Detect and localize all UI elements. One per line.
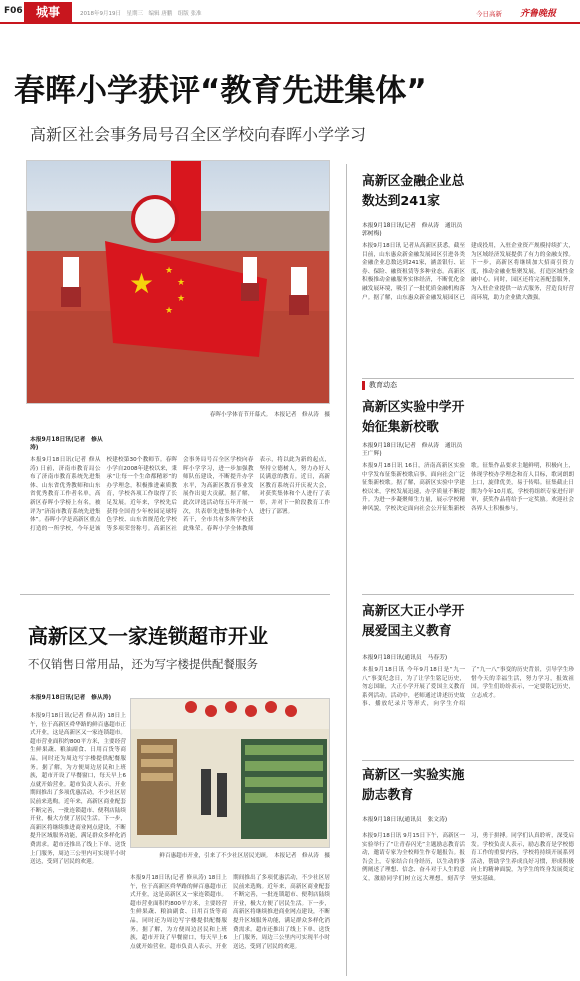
dateline: 2018年9月19日 星期三 编辑 唐鹏 组版 张准 [80, 11, 202, 17]
svg-text:★: ★ [165, 306, 174, 316]
right-3-headline: 高新区大正小学开展爱国主义教育 [362, 604, 465, 639]
section-label: 城事 [35, 5, 60, 19]
story2-body-left: 本报9月18日讯(记者 修从涛) 18日上午，位于高新区舜华路的鲜百惠超市正式开业，这是高新区又一家连锁超市。超市营业面积约800平方米，主要经营生鲜果蔬、粮油副食、日用百货等商品，同时还为周边写字楼提供配餐服务。据了解，为方便周边居民和上班族，超市开设了早餐窗口，每天早上6点就开始营业。超市负责人表示，开业期间推出了多项优惠活动，不少社区居民前来选购。近年来，高新区商业配套不断完善，一批连锁超市、便利店陆续开业，极大方便了居民生活。下一步，高新区将继续推进商业网点建设，不断提升区域服务功能，满足群众多样化消费需求。超市还推出了线上下单、送货上门服务，周边三公里内可实现半小时送达，受到了居民的欢迎。 [30, 713, 126, 866]
right-2-byline: 本报9月18日讯(记者 修从涛 通讯员 王广辉) [362, 443, 469, 457]
lead-subheadline: 高新区社会事务局号召全区学校向春晖小学学习 [30, 125, 367, 144]
right-2-body: 本报9月18日讯 16日，济南高新区实验中学发布征集新校歌启事，面向社会广泛征集新校歌。据了解，高新区实验中学建校以来，学校发展迅速，办学质量不断提升。为进一步凝聚师生力量，展示学校精神风貌，学校决定面向社会公开征集新校歌。征集作品要求主题鲜明，积极向上，体现学校办学理念和育人目标，歌词朗朗上口，旋律优美，易于传唱。征集截止日期为今年10月底，学校将组织专家进行评审，获奖作品将给予一定奖励。欢迎社会各界人士积极参与。 [362, 463, 574, 512]
story2-headline: 高新区又一家连锁超市开业 [28, 624, 268, 648]
section-tab [24, 2, 72, 22]
lead-photo [26, 160, 330, 404]
svg-text:★: ★ [165, 266, 174, 276]
right-4-headline: 高新区一实验实施励志教育 [362, 768, 465, 803]
story2-subheadline: 不仅销售日常用品，还为写字楼提供配餐服务 [28, 657, 258, 671]
right-2-kicker: 教育动态 [362, 381, 397, 390]
page-number: F06 [4, 6, 23, 16]
right-4-body: 本报9月18日讯 9月15日下午，高新区一实验举行了“让青春闪光”主题励志教育活动，邀请专家为全校师生作专题报告。报告会上，专家结合自身经历，以生动的事例阐述了理想、信念、奋斗对于人生的意义，激励同学们树立远大理想，刻苦学习，勇于拼搏。同学们认真聆听，深受启发。学校负责人表示，励志教育是学校德育工作的重要内容，学校将持续开展系列活动，帮助学生养成良好习惯，形成积极向上的精神面貌，为学生的终身发展奠定坚实基础。 [362, 833, 574, 882]
right-3-body: 本报9月18日讯 今年9月18日是“九一八”事变纪念日，为了让学生铭记历史，勿忘国耻，大正小学开展了爱国主义教育系列活动。活动中，老师通过讲述历史故事、播放纪录片等形式，向学生介绍了“九一八”事变的历史背景，引导学生珍惜今天的幸福生活，努力学习，报效祖国。学生们纷纷表示，一定要铭记历史，立志成才。 [362, 667, 574, 708]
column-divider [346, 164, 347, 976]
svg-text:★: ★ [177, 294, 186, 304]
lead-headline: 春晖小学获评“教育先进集体” [14, 73, 427, 109]
lead-photo-scene [27, 161, 330, 404]
divider [362, 378, 574, 379]
page-header [0, 0, 580, 24]
svg-text:★: ★ [177, 278, 186, 288]
right-4-byline: 本报9月18日讯(通讯员 张文涛) [362, 817, 448, 823]
header-top-right: 今日高新 [476, 10, 502, 18]
svg-text:★: ★ [129, 267, 155, 300]
right-1-headline: 高新区金融企业总数达到241家 [362, 174, 465, 209]
brand-logo: 齐鲁晚报 [520, 9, 557, 19]
story2-byline: 本报9月18日讯(记者 修从涛) [30, 695, 112, 701]
divider [362, 760, 574, 761]
story2-photo-scene [131, 699, 330, 848]
story2-body-right: 本报9月18日讯(记者 修从涛) 18日上午，位于高新区舜华路的鲜百惠超市正式开业，这是高新区又一家连锁超市。超市营业面积约800平方米，主要经营生鲜果蔬、粮油副食、日用百货等商品，同时还为周边写字楼提供配餐服务。据了解，为方便周边居民和上班族，超市开设了早餐窗口，每天早上6点就开始营业。超市负责人表示，开业期间推出了多项优惠活动，不少社区居民前来选购。近年来，高新区商业配套不断完善，一批连锁超市、便利店陆续开业，极大方便了居民生活。下一步，高新区将继续推进商业网点建设，不断提升区域服务功能，满足群众多样化消费需求。超市还推出了线上下单、送货上门服务，周边三公里内可实现半小时送达，受到了居民的欢迎。 [130, 875, 330, 950]
story2-photo-caption: 鲜百惠超市开业，引来了不少社区居民光顾。 本报记者 修从涛 摄 [159, 853, 330, 859]
right-2-headline: 高新区实验中学开始征集新校歌 [362, 400, 465, 435]
right-1-byline: 本报9月18日讯(记者 修从涛 通讯员 郭树梅) [362, 223, 469, 237]
story2-photo [130, 698, 330, 848]
right-1-body: 本报9月18日讯 记者从高新区获悉，截至目前，山东惠众新金融发展园区引进各类金融企业总数达到241家，涵盖银行、证券、保险、融资租赁等多种业态。高新区积极推动金融服务实体经济，不断优化金融发展环境，吸引了一批优质金融机构落户。据了解，山东惠众新金融发展园区已建成投用，入驻企业资产规模持续扩大，为区域经济发展提供了有力的金融支撑。下一步，高新区将继续加大招商引资力度，推动金融业集聚发展，打造区域性金融中心。同时，园区还将完善配套服务，为入驻企业提供一站式服务，营造良好营商环境，助力企业做大做强。 [362, 243, 574, 301]
right-3-byline: 本报9月18日讯(通讯员 马春芳) [362, 655, 448, 661]
divider [20, 594, 330, 595]
lead-byline: 本报9月18日讯(记者 修从涛) [30, 437, 103, 451]
lead-body: 本报9月18日讯(记者 修从涛) 日前，济南市教育局公布了济南市教育系统先进集体、山东省优秀教师和山东省优秀教育工作者名单，高新区春晖小学榜上有名，被评为“济南市教育系统先进集体”。春晖小学是高新区重点打造的一所学校，今年是该校建校第30个教师节。春晖小学自2008年建校以来，秉承“让每一个生命都精彩”的办学理念，积极推进素质教育，学校各项工作取得了长足发展。近年来，学校先后获得全国青少年校园足球特色学校、山东省规范化学校等多项荣誉称号。高新区社会事务局号召全区学校向春晖小学学习，进一步加强教师队伍建设，不断提升办学水平，为高新区教育事业发展作出更大贡献。据了解，此次评选活动每五年开展一次，共表彰先进集体和个人若干，全市共有多所学校获此殊荣。春晖小学全体教师表示，将以此为新的起点，坚持立德树人，努力办好人民满意的教育。近日，高新区教育系统召开庆祝大会，对获奖集体和个人进行了表彰，并对下一阶段教育工作进行了部署。 [30, 457, 330, 532]
lead-photo-caption: 春晖小学体育节开幕式。 本报记者 修从涛 摄 [209, 412, 330, 418]
divider [362, 594, 574, 595]
header-rule [0, 22, 580, 24]
